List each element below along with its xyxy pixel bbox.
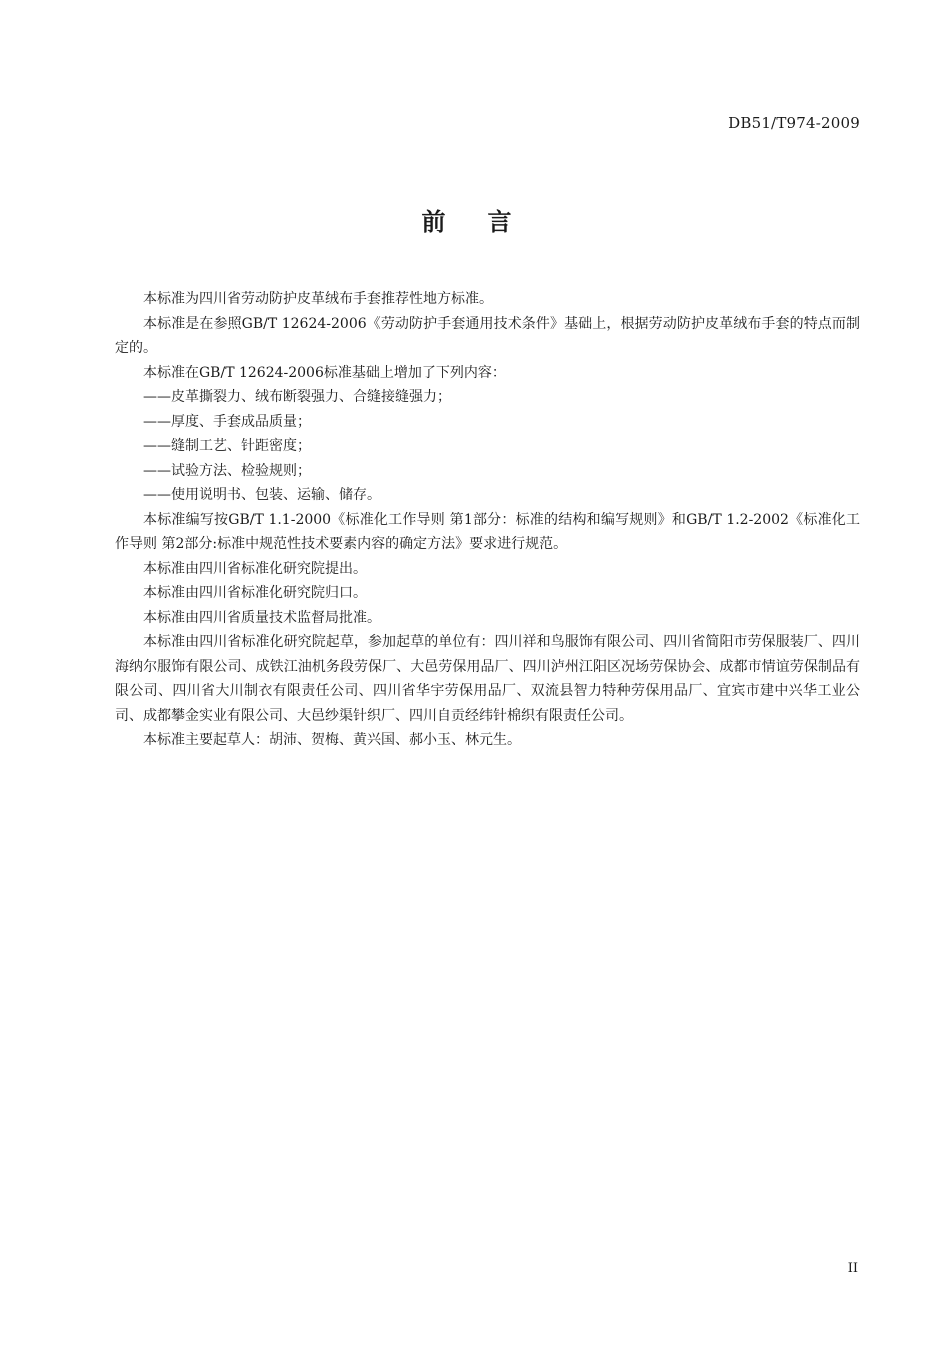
list-item: ——皮革撕裂力、绒布断裂强力、合缝接缝强力； (143, 389, 451, 405)
paragraph: 本标准由四川省标准化研究院起草，参加起草的单位有：四川祥和鸟服饰有限公司、四川省简阳市劳保服装厂、四川海纳尔服饰有限公司、成铁江油机务段劳保厂、大邑劳保用品厂、四川泸州江阳区况场劳保协会、成都市情谊劳保制品有限公司、四川省大川制衣有限责任公司、四川省华宇劳保用品厂、双流县智力特种劳保用品厂、宜宾市建中兴华工业公司、成都攀金实业有限公司、大邑纱渠针织厂、四川自贡经纬针棉织有限责任公司。 (115, 634, 860, 724)
paragraph: 本标准编写按GB/T 1.1-2000《标准化工作导则 第1部分：标准的结构和编写规则》和GB/T 1.2-2002《标准化工作导则 第2部分:标准中规范性技术要素内容的确定方法》要求进行规范。 (115, 511, 860, 552)
list-item: ——厚度、手套成品质量； (143, 413, 311, 430)
page-title: 前言 (421, 208, 554, 236)
paragraph: 本标准是在参照GB/T 12624-2006《劳动防护手套通用技术条件》基础上，根据劳动防护皮革绒布手套的特点而制定的。 (115, 315, 860, 356)
paragraph: 本标准为四川省劳动防护皮革绒布手套推荐性地方标准。 (143, 291, 493, 307)
list-item: ——试验方法、检验规则； (143, 462, 311, 479)
list-item: ——缝制工艺、针距密度； (143, 438, 311, 454)
paragraph: 本标准由四川省标准化研究院归口。 (143, 585, 367, 601)
foreword-body (115, 287, 860, 753)
paragraph: 本标准由四川省标准化研究院提出。 (143, 560, 367, 577)
paragraph: 本标准在GB/T 12624-2006标准基础上增加了下列内容： (143, 364, 506, 381)
standard-code: DB51/T974-2009 (728, 114, 860, 132)
page-number: II (847, 1261, 858, 1276)
paragraph: 本标准主要起草人：胡沛、贺梅、黄兴国、郝小玉、林元生。 (143, 732, 521, 748)
list-item: ——使用说明书、包装、运输、储存。 (143, 487, 381, 503)
paragraph: 本标准由四川省质量技术监督局批准。 (143, 609, 381, 626)
